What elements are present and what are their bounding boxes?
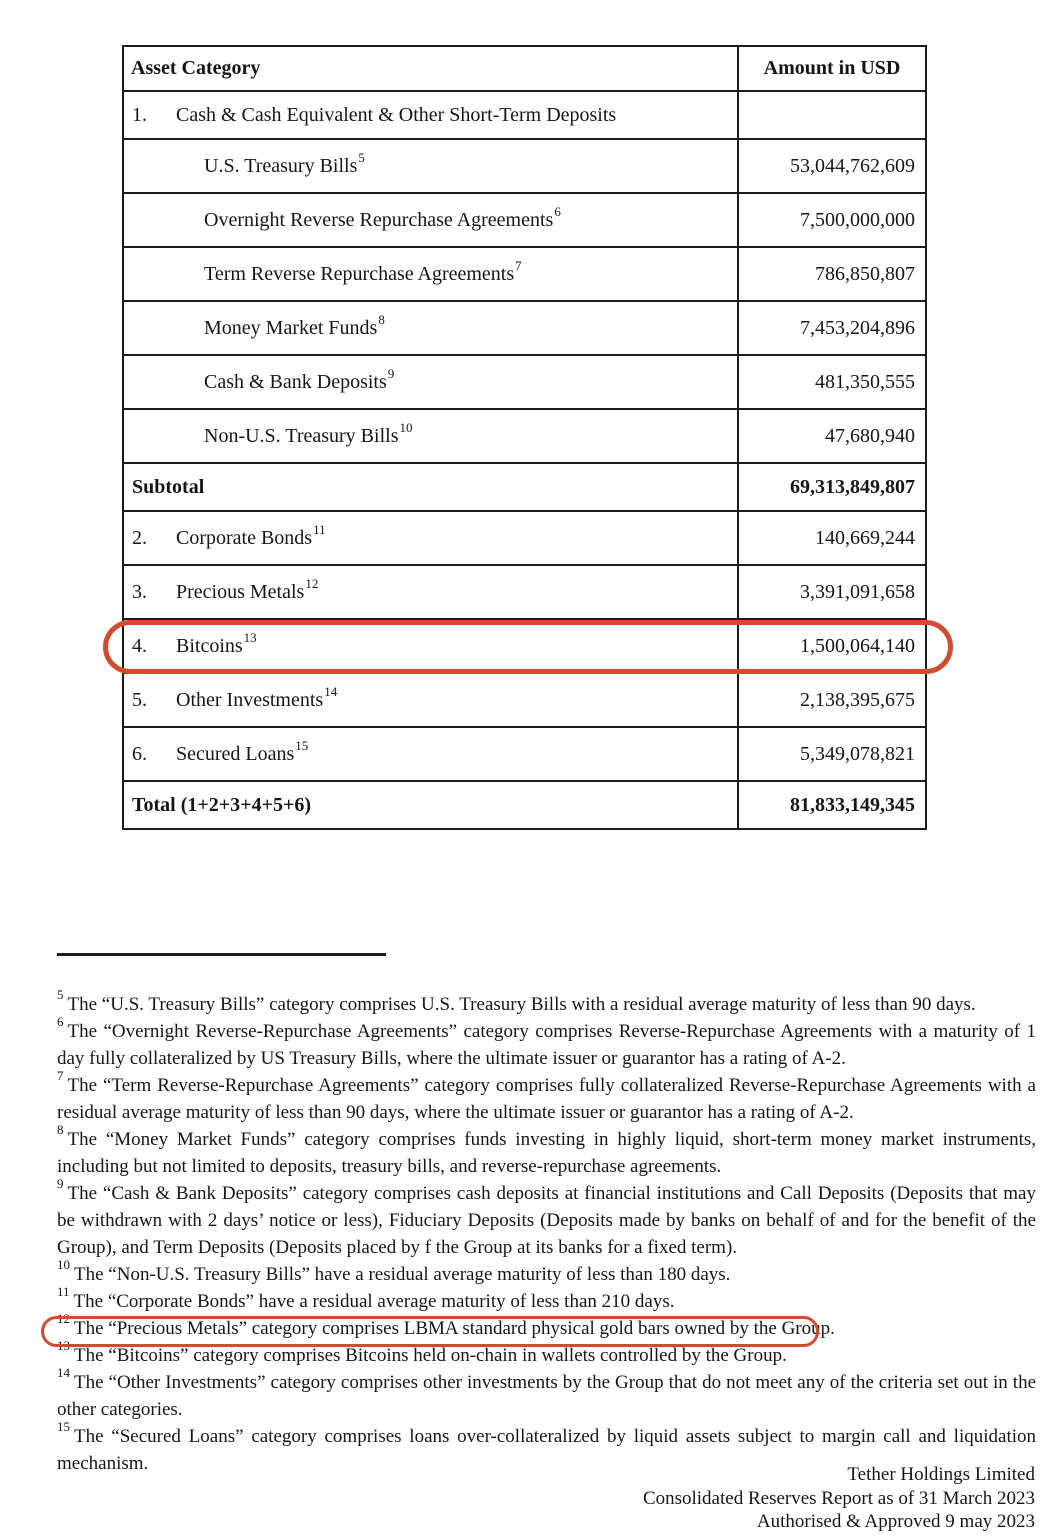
asset-label-cell: 4. Bitcoins$^{13}$ [123,619,738,673]
footnote-9: $^9$ The “Cash & Bank Deposits” category comprises cash deposits at financial institutions and Call Deposits (Deposits that may be withdrawn with 2 days’ notice or less), Fiduciary Deposits (Deposits made by banks on behalf of and for the benefit of the Group), and Term Deposits (Deposits placed by f the Group at its banks for a fixed term). [57,1175,1036,1258]
footnote-ref: 9 [387,365,395,381]
footnote-7: $^7$ The “Term Reverse-Repurchase Agreements” category comprises fully collateralized Reverse-Repurchase Agreements with a residual average maturity of less than 90 days, where the ultimate issuer or guarantor has a rating of A-2. [57,1067,1036,1123]
footnote-ref: 6 [554,203,561,219]
row-bitcoins [123,619,926,673]
footnote-14: $^{14}$ The “Other Investments” category comprises other investments by the Group that do not meet any of the criteria set out in the other categories. [57,1364,1036,1420]
amount-cell: 3,391,091,658 [738,565,926,619]
footnote-5: $^5$ The “U.S. Treasury Bills” category comprises U.S. Treasury Bills with a residual average maturity of less than 90 days. [57,986,976,1015]
footnote-ref: 11 [313,521,326,537]
document-footer [643,1463,1035,1534]
footnote-ref: 14 [324,683,338,699]
footnote-ref: 5 [358,149,365,165]
asset-label-cell: Subtotal [123,463,738,511]
row-non-us-treasury-bills [123,409,926,463]
header-asset-category: Asset Category [123,46,738,91]
footnote-marker: 14 [57,1364,70,1380]
row-term-reverse-repo [123,247,926,301]
asset-label-cell: Non-U.S. Treasury Bills$^{10}$ [123,409,738,463]
footer-company-name: Tether Holdings Limited [847,1464,1035,1485]
row-overnight-reverse-repo [123,193,926,247]
footnote-ref: 12 [305,575,319,591]
row-other-investments [123,673,926,727]
footnote-marker: 9 [57,1175,64,1191]
asset-label-cell: Overnight Reverse Repurchase Agreements$^6$ [123,193,738,247]
footnote-marker: 13 [57,1337,70,1353]
asset-label-cell: U.S. Treasury Bills$^5$ [123,139,738,193]
amount-cell [738,91,926,139]
footnote-10: $^{10}$ The “Non-U.S. Treasury Bills” have a residual average maturity of less than 180 days. [57,1256,731,1285]
footer-report-title: Consolidated Reserves Report as of 31 March 2023 [642,1487,1035,1509]
asset-label-cell: 1. Cash & Cash Equivalent & Other Short-Term Deposits [123,91,738,139]
row-total [123,781,926,829]
reserves-table [122,45,927,830]
asset-label-cell: 5. Other Investments$^{14}$ [123,673,738,727]
footnote-12: $^{12}$ The “Precious Metals” category comprises LBMA standard physical gold bars owned by the Group. [57,1310,835,1339]
footnote-ref: 15 [295,737,309,753]
footnote-ref: 13 [243,629,257,645]
footnote-6: $^6$ The “Overnight Reverse-Repurchase Agreements” category comprises Reverse-Repurchase Agreements with a maturity of 1 day fully collateralized by US Treasury Bills, where the ultimate issuer or guarantor has a rating of A-2. [57,1013,1036,1069]
amount-cell: 7,453,204,896 [738,301,926,355]
footnote-marker: 10 [57,1256,70,1272]
row-corporate-bonds [123,511,926,565]
footnote-15: $^{15}$ The “Secured Loans” category comprises loans over-collateralized by liquid assets subject to margin call and liquidation mechanism. [57,1418,1036,1474]
footer-approval-line: Authorised & Approved 9 may 2023 [756,1511,1035,1532]
reserves-table-container [122,45,927,830]
amount-cell: 53,044,762,609 [738,139,926,193]
asset-label-cell: Money Market Funds$^8$ [123,301,738,355]
asset-label-cell: 3. Precious Metals$^{12}$ [123,565,738,619]
footnote-ref: 10 [399,419,413,435]
row-cash-equivalents [123,91,926,139]
amount-cell: 1,500,064,140 [738,619,926,673]
amount-cell: 481,350,555 [738,355,926,409]
footnote-ref: 8 [378,311,385,327]
footnote-13: $^{13}$ The “Bitcoins” category comprises Bitcoins held on-chain in wallets controlled by the Group. [57,1337,787,1366]
amount-cell: 2,138,395,675 [738,673,926,727]
footnote-marker: 12 [57,1310,70,1326]
footnote-marker: 5 [57,986,64,1002]
header-amount-usd: Amount in USD [738,46,926,91]
amount-cell: 5,349,078,821 [738,727,926,781]
footnote-ref: 7 [515,257,522,273]
row-us-treasury-bills [123,139,926,193]
row-secured-loans [123,727,926,781]
row-precious-metals [123,565,926,619]
footnote-8: $^8$ The “Money Market Funds” category comprises funds investing in highly liquid, short-term money market instruments, including but not limited to deposits, treasury bills, and reverse-repurchase agreements. [57,1121,1036,1177]
footnote-marker: 8 [57,1121,64,1137]
asset-label-cell: Cash & Bank Deposits$^9$ [123,355,738,409]
amount-cell: 81,833,149,345 [738,781,926,829]
footnote-marker: 15 [57,1418,70,1434]
row-cash-bank-deposits [123,355,926,409]
footnotes-block [57,986,1036,1477]
amount-cell: 69,313,849,807 [738,463,926,511]
amount-cell: 47,680,940 [738,409,926,463]
asset-label-cell: 2. Corporate Bonds$^{11}$ [123,511,738,565]
asset-label-cell: Total (1+2+3+4+5+6) [123,781,738,829]
asset-label-cell: 6. Secured Loans$^{15}$ [123,727,738,781]
amount-cell: 140,669,244 [738,511,926,565]
amount-cell: 7,500,000,000 [738,193,926,247]
footnote-marker: 6 [57,1013,64,1029]
row-money-market-funds [123,301,926,355]
asset-label-cell: Term Reverse Repurchase Agreements$^7$ [123,247,738,301]
amount-cell: 786,850,807 [738,247,926,301]
footnote-marker: 11 [57,1283,70,1299]
footnote-11: $^{11}$ The “Corporate Bonds” have a residual average maturity of less than 210 days. [57,1283,675,1312]
row-subtotal [123,463,926,511]
footnote-separator-line [57,953,386,956]
footnote-marker: 7 [57,1067,64,1083]
table-header-row [123,46,926,91]
